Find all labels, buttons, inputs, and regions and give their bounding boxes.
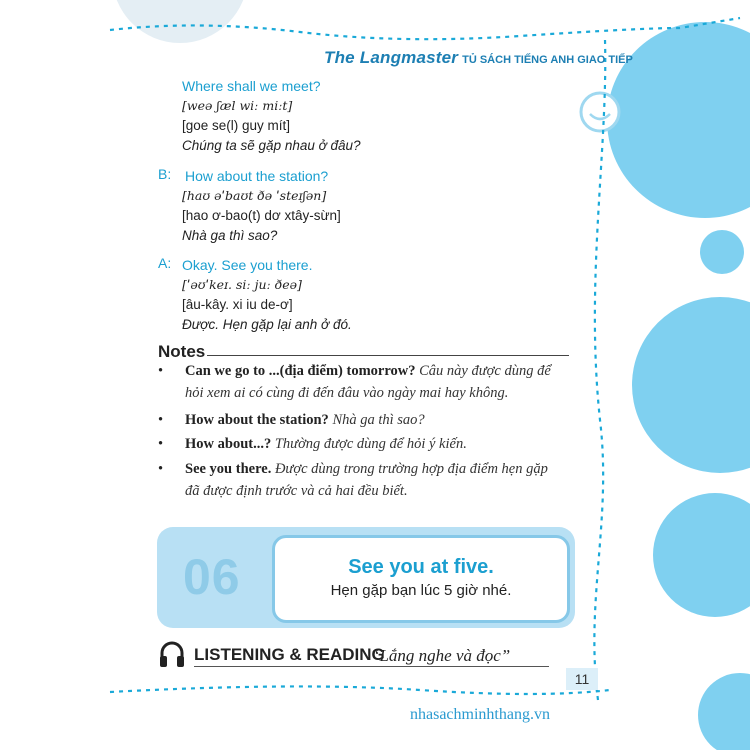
section-subtitle: “Lắng nghe và đọc” (370, 646, 511, 665)
note-explanation-cont: đã được định trước và cả hai đều biết. (185, 483, 408, 499)
decor-circle-right-mid (632, 297, 750, 473)
dialogue-english: Okay. See you there. (182, 257, 313, 273)
dialogue-entry (182, 166, 341, 246)
dialogue-ipa: [haʊ əˈbaʊt ðə ˈsteɪʃən] (182, 188, 327, 203)
dotted-line-bottom (110, 686, 610, 694)
smile-icon (581, 93, 619, 131)
bullet-icon: • (158, 461, 164, 477)
bullet-icon: • (158, 436, 164, 452)
page-number: 11 (566, 668, 598, 690)
dialogue-english: Where shall we meet? (182, 78, 321, 94)
section-title: LISTENING & READING (194, 645, 385, 664)
dialogue-pronunciation: [goe se(l) guy mít] (182, 118, 291, 133)
note-phrase: Can we go to ...(địa điểm) tomorrow? (185, 363, 416, 379)
note-explanation-cont: hỏi xem ai có cùng đi đến đâu vào ngày mai hay không. (185, 385, 509, 401)
note-phrase: See you there. (185, 461, 272, 477)
bullet-icon: • (158, 363, 164, 379)
dialogue-pronunciation: [âu-kây. xi iu de-ơ] (182, 297, 293, 312)
dialogue-vietnamese: Được. Hẹn gặp lại anh ở đó. (182, 317, 352, 332)
note-explanation: Nhà ga thì sao? (332, 412, 425, 428)
dotted-line-right (594, 40, 605, 700)
dialogue-entry (182, 76, 361, 156)
note-item (158, 458, 588, 502)
speaker-label: A: (158, 255, 172, 271)
note-explanation: Được dùng trong trường hợp địa điểm hẹn gặp (274, 461, 548, 477)
note-item (158, 409, 588, 431)
section-divider (194, 666, 549, 667)
phrase-vietnamese: Hẹn gặp bạn lúc 5 giờ nhé. (330, 582, 512, 599)
speaker-label: B: (158, 166, 172, 182)
bullet-icon: • (158, 412, 164, 428)
note-phrase: How about...? (185, 436, 272, 452)
decor-circle-right-small (700, 230, 744, 274)
note-item (158, 360, 588, 404)
dialogue-pronunciation: [hao ơ-bao(t) dơ xtây-sừn] (182, 208, 341, 223)
decor-circle-bottom-right (698, 673, 750, 750)
phrase-card (272, 535, 570, 623)
website-link[interactable]: nhasachminhthang.vn (410, 706, 550, 723)
dialogue-entry (182, 255, 352, 335)
decor-circle-right-low (653, 493, 750, 617)
note-item (158, 433, 588, 455)
header-brand: The Langmaster (324, 48, 459, 67)
header-series: TỦ SÁCH TIẾNG ANH GIAO TIẾP (462, 54, 633, 66)
dialogue-ipa: [ˈəʊˈkeɪ. siː juː ðeə] (182, 277, 302, 292)
note-phrase: How about the station? (185, 412, 329, 428)
phrase-english: See you at five. (348, 556, 494, 578)
headphones-icon (158, 640, 186, 670)
dialogue-vietnamese: Chúng ta sẽ gặp nhau ở đâu? (182, 138, 361, 153)
dialogue-english: How about the station? (185, 168, 329, 184)
phrase-number: 06 (183, 549, 241, 605)
note-explanation: Thường được dùng để hỏi ý kiến. (274, 436, 467, 452)
notes-heading: Notes (158, 342, 206, 361)
note-explanation: Câu này được dùng để (419, 363, 551, 379)
header-title (324, 48, 633, 68)
notes-divider (207, 355, 569, 356)
decor-circle-top (112, 0, 248, 43)
dialogue-ipa: [weə ʃæl wiː miːt] (182, 98, 293, 113)
dialogue-vietnamese: Nhà ga thì sao? (182, 228, 278, 243)
